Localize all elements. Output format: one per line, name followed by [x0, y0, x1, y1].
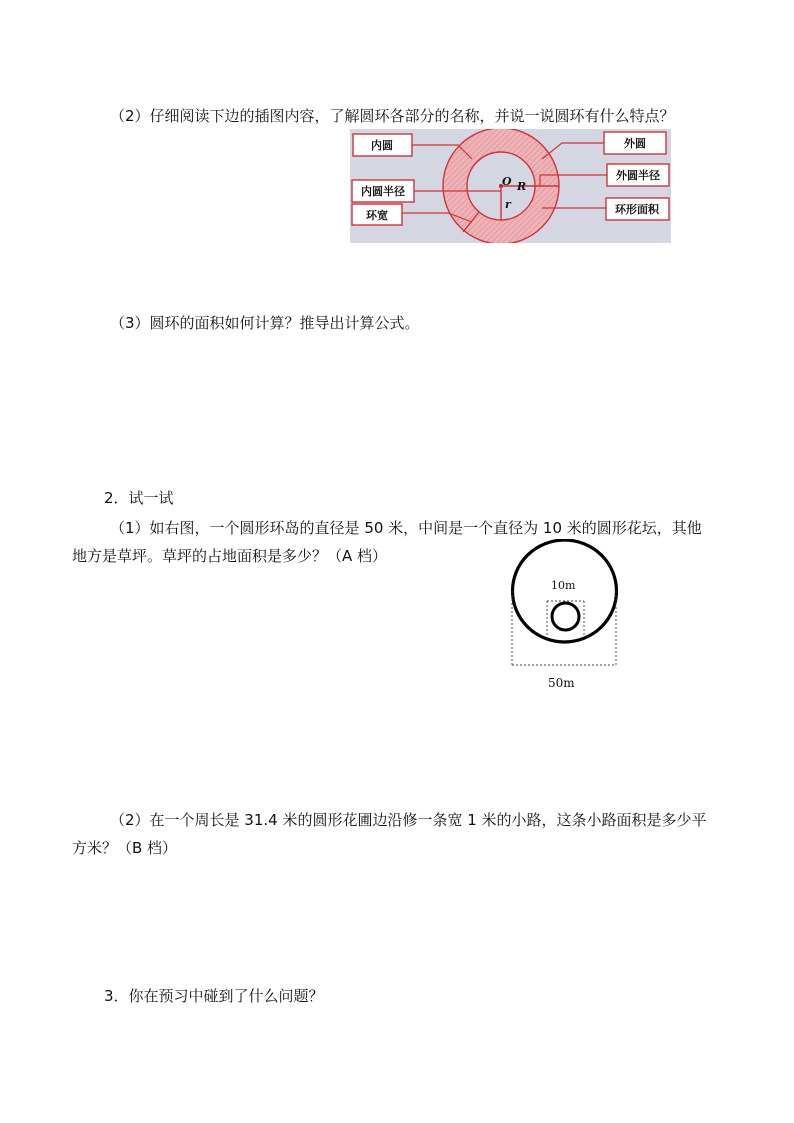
- question-1-2: （2）仔细阅读下边的插图内容，了解圆环各部分的名称，并说一说圆环有什么特点？: [110, 107, 675, 125]
- question-1-3: （3）圆环的面积如何计算？推导出计算公式。: [110, 314, 420, 332]
- question-2-1-line-2: 地方是草坪。草坪的占地面积是多少？（A 档）: [72, 547, 388, 565]
- section-3-heading: 3．你在预习中碰到了什么问题？: [104, 987, 324, 1005]
- question-2-2-line-1: （2）在一个周长是 31.4 米的圆形花圃边沿修一条宽 1 米的小路，这条小路面积是多少平: [110, 811, 707, 829]
- big-r-letter: R: [517, 180, 527, 193]
- label-outer-circle: 外圆: [624, 137, 646, 150]
- annulus-diagram: [350, 129, 671, 243]
- small-r-letter: r: [505, 198, 511, 211]
- section-2-heading: 2．试一试: [104, 489, 174, 507]
- roundabout-figure: [505, 539, 630, 691]
- question-2-2-line-2: 方米？（B 档）: [72, 839, 178, 857]
- question-2-1-line-1: （1）如右图，一个圆形环岛的直径是 50 米，中间是一个直径为 10 米的圆形花坛，其他: [110, 519, 702, 537]
- label-inner-radius: 内圆半径: [361, 185, 405, 198]
- label-ring-width: 环宽: [366, 209, 388, 222]
- label-outer-radius: 外圆半径: [616, 169, 660, 182]
- center-letter: O: [502, 175, 512, 188]
- small-diameter-label: 10m: [551, 579, 576, 592]
- label-inner-circle: 内圆: [371, 139, 393, 152]
- label-ring-area: 环形面积: [615, 203, 659, 216]
- flowerbed-circle: [552, 603, 579, 630]
- big-diameter-label: 50m: [548, 676, 575, 690]
